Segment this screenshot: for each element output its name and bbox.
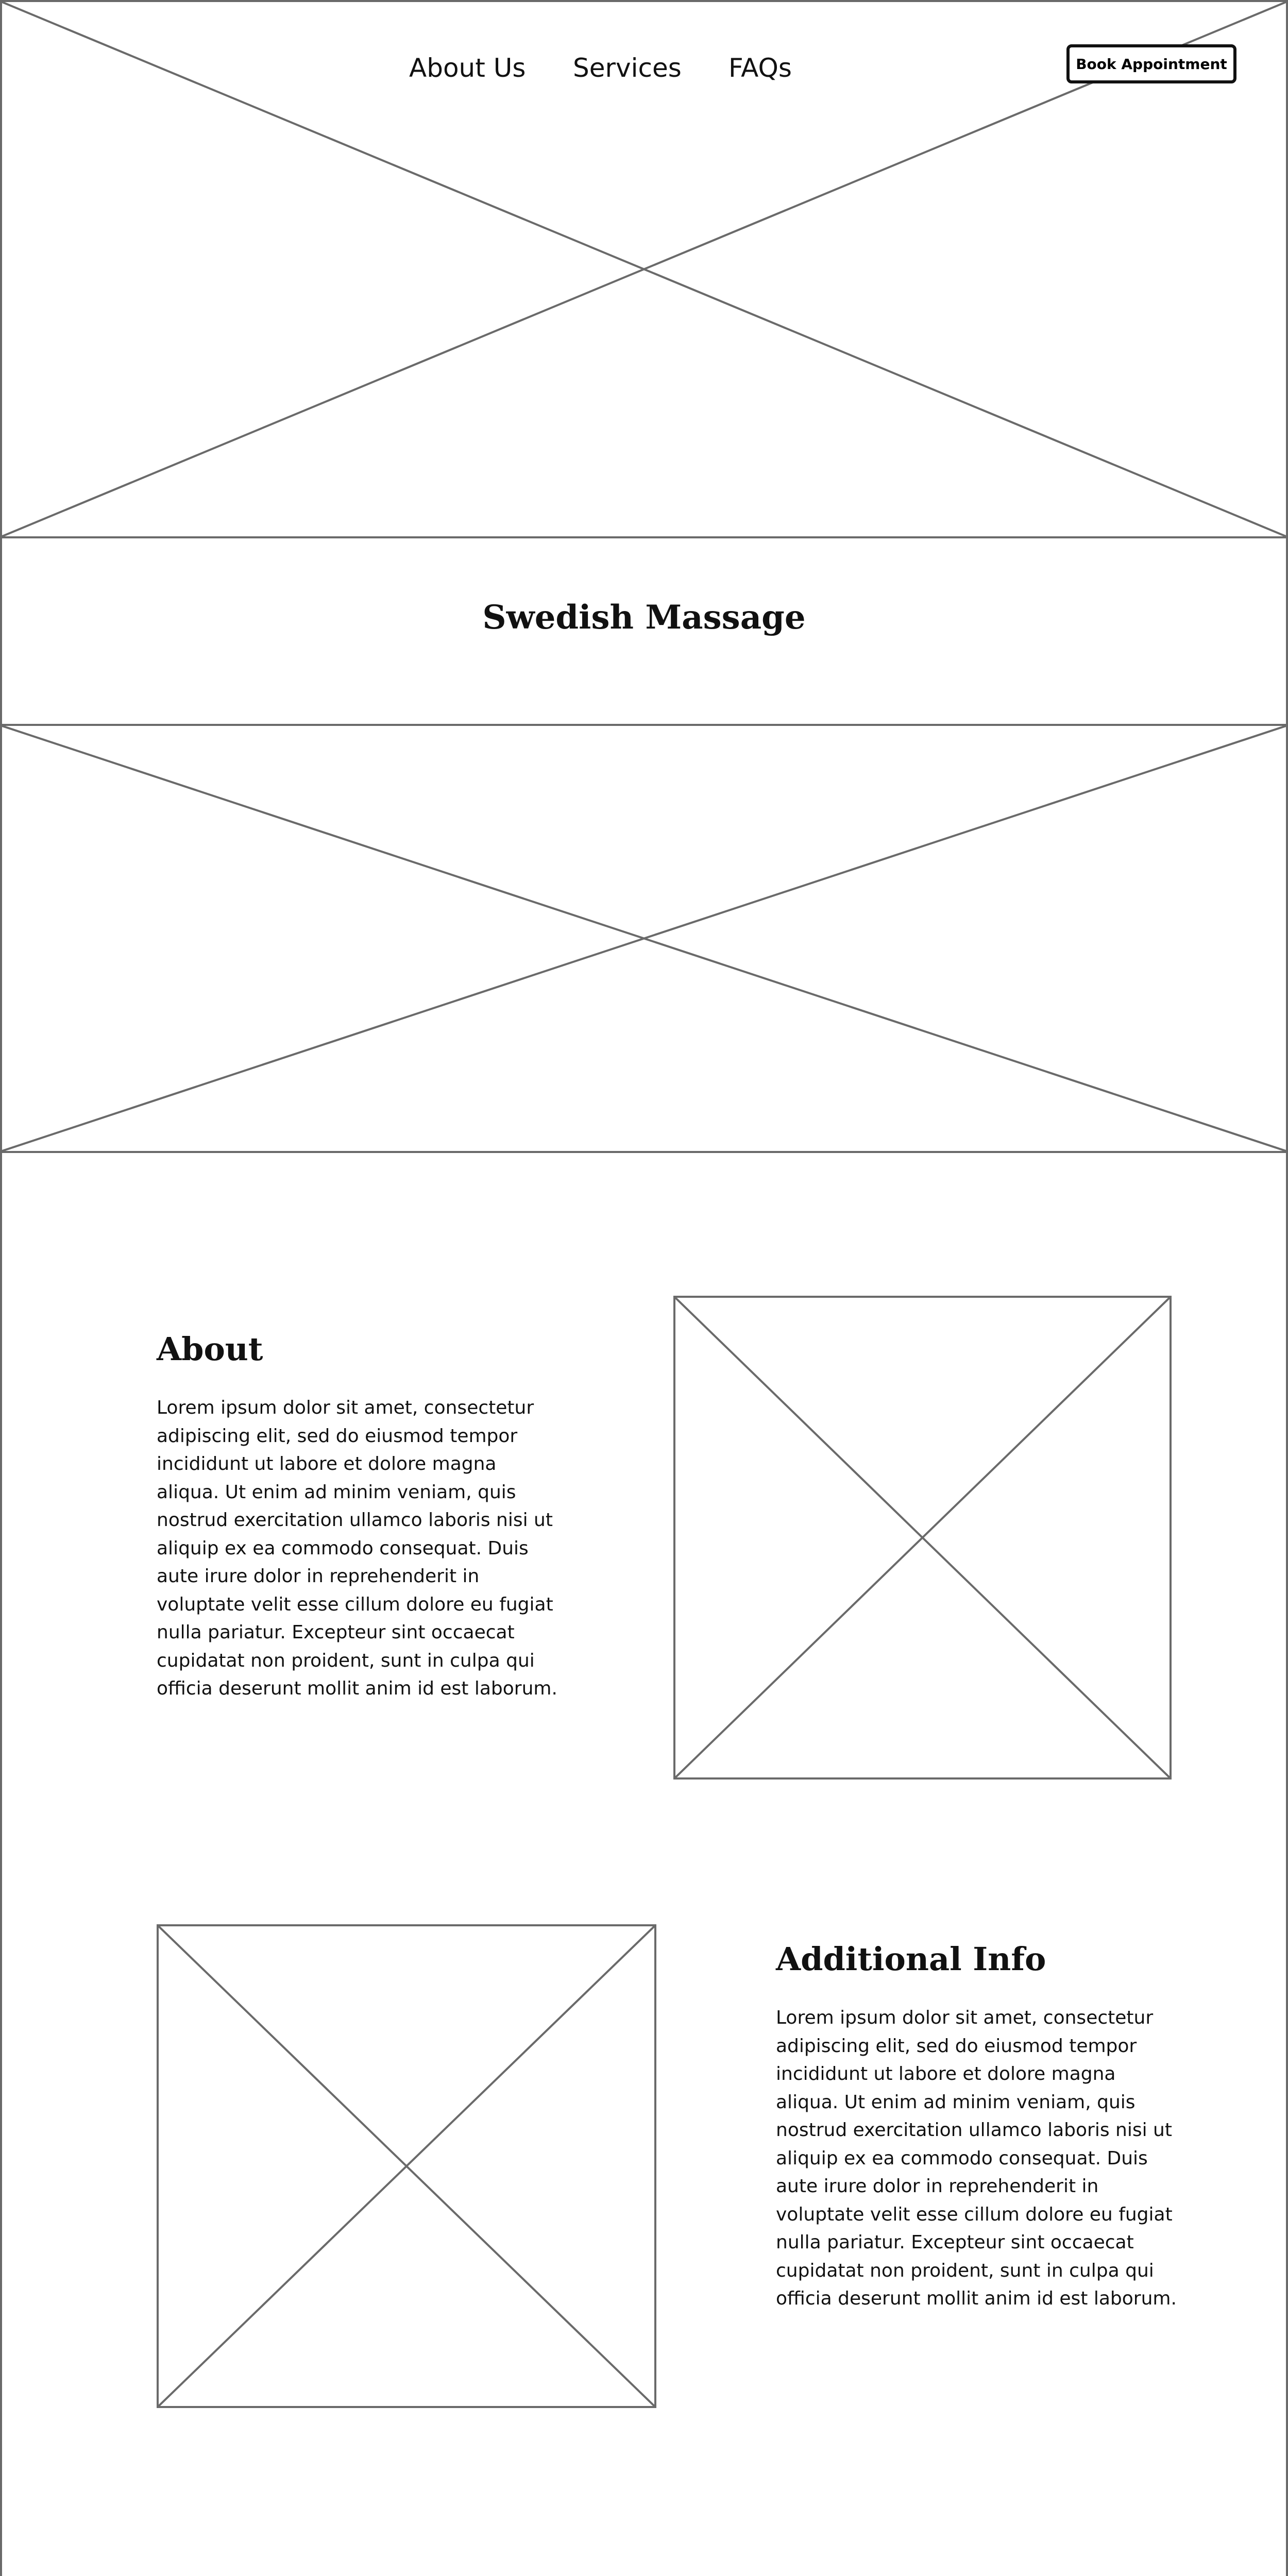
about-heading: About [157, 1330, 263, 1368]
nav-about-us[interactable]: About Us [407, 55, 528, 81]
banner-image-placeholder [0, 724, 1288, 1153]
about-text: Lorem ipsum dolor sit amet, consectetur adipiscing elit, sed do eiusmod tempor incididunt ut labore et dolore magna aliqua. Ut enim ad minim veniam, quis nostrud exercitation ullamco laboris nisi ut aliquip ex ea commodo consequat. Duis aute irure dolor in reprehenderit in voluptate velit esse cillum dolore eu fugiat nulla pariatur. Excepteur sint occaecat cupidatat non proident, sunt in culpa qui officia deserunt mollit anim id est laborum. [157, 1397, 557, 1699]
title-band [0, 537, 1288, 725]
additional-info-heading: Additional Info [776, 1940, 1046, 1978]
additional-placeholder-cross [159, 1926, 654, 2406]
book-appointment-button[interactable]: Book Appointment [1066, 44, 1236, 83]
banner-placeholder-cross [2, 726, 1286, 1151]
about-placeholder-cross [675, 1298, 1170, 1777]
page-title: Swedish Massage [482, 598, 806, 637]
about-image-placeholder [673, 1296, 1172, 1780]
additional-image-placeholder [157, 1924, 656, 2408]
nav-services[interactable]: Services [571, 55, 684, 81]
nav-faqs[interactable]: FAQs [726, 55, 794, 81]
content-section [0, 1152, 1288, 2576]
additional-info-text: Lorem ipsum dolor sit amet, consectetur adipiscing elit, sed do eiusmod tempor incididunt ut labore et dolore magna aliqua. Ut enim ad minim veniam, quis nostrud exercitation ullamco laboris nisi ut aliquip ex ea commodo consequat. Duis aute irure dolor in reprehenderit in voluptate velit esse cillum dolore eu fugiat nulla pariatur. Excepteur sint occaecat cupidatat non proident, sunt in culpa qui officia deserunt mollit anim id est laborum. [776, 2007, 1177, 2309]
